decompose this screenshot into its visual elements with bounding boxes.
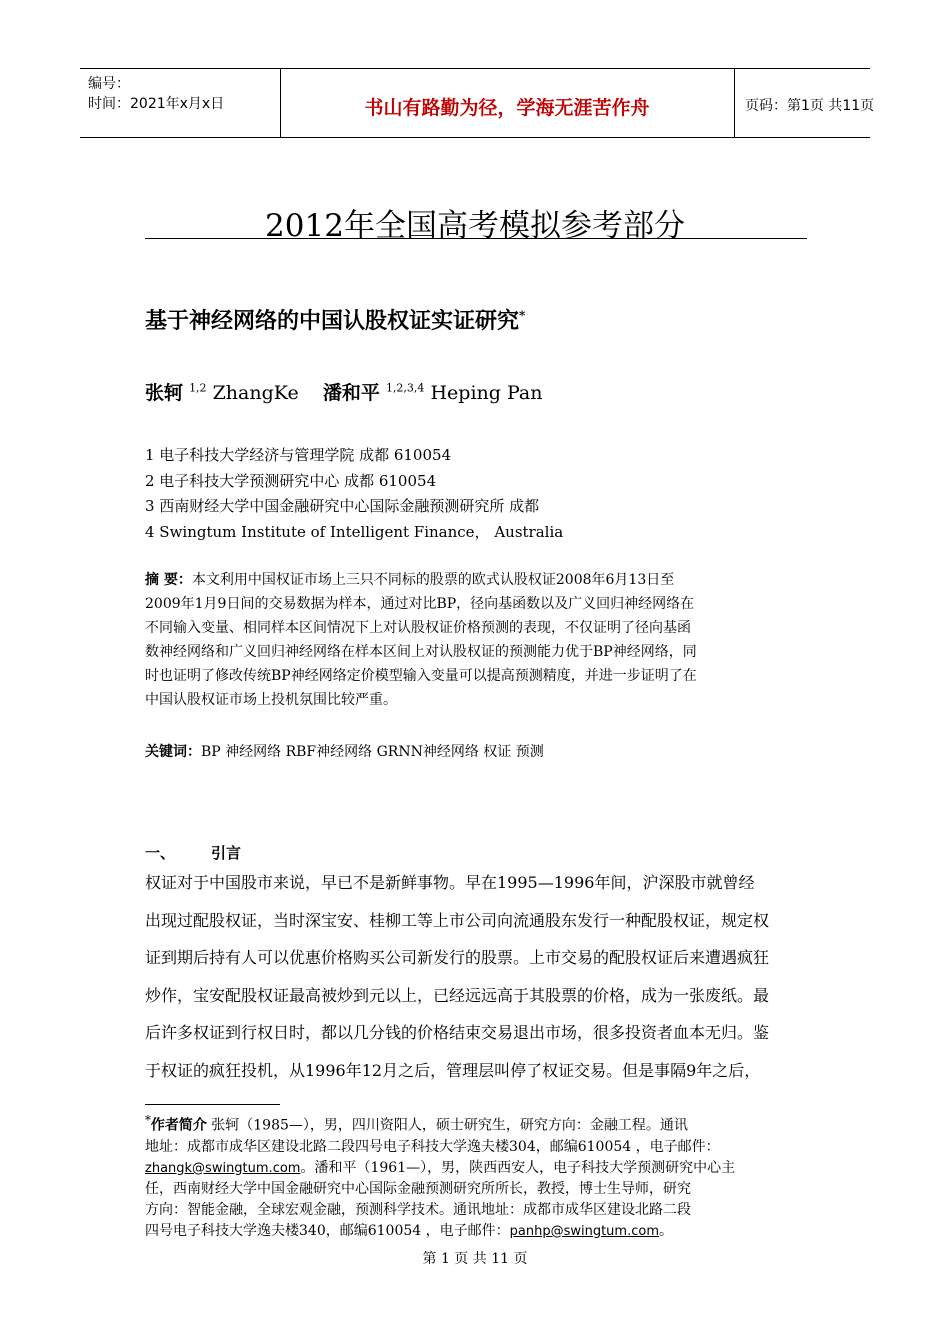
main-title: 2012年全国高考模拟参考部分 [265, 208, 685, 244]
footnote-line [145, 1110, 815, 1137]
keywords-label: 关键词： [145, 744, 201, 760]
abstract-line: 时也证明了修改传统BP神经网络定价模型输入变量可以提高预测精度，并进一步证明了在 [145, 668, 697, 684]
header-motto-cell [280, 69, 735, 137]
abstract-line: 2009年1月9日间的交易数据为样本，通过对比BP，径向基函数以及广义回归神经网络在 [145, 596, 695, 612]
footnote-text: 。 [658, 1222, 673, 1239]
body-line: 后许多权证到行权日时，都以几分钱的价格结束交易退出市场，很多投资者血本无归。鉴 [145, 1023, 770, 1043]
footnote-divider [145, 1104, 280, 1105]
body-line: 权证对于中国股市来说，早已不是新鲜事物。早在1995—1996年间，沪深股市就曾经 [145, 873, 755, 892]
page-label: 页码：第1页 共11页 [745, 98, 875, 114]
abstract-line: 中国认股权证市场上投机氛围比较严重。 [145, 692, 397, 708]
document-header [80, 68, 875, 138]
footnote [145, 1110, 815, 1242]
footnote-text: 张轲（1985—），男，四川资阳人，硕士研究生，研究方向：金融工程。通讯 [206, 1117, 688, 1134]
paper-title [145, 304, 525, 335]
abstract-label: 摘 要： [145, 572, 192, 588]
affiliation-item: 2 电子科技大学预测研究中心 成都 610054 [145, 471, 437, 490]
abstract-line: 数神经网络和广义回归神经网络在样本区间上对认股权证的预测能力优于BP神经网络，同 [145, 644, 697, 660]
abstract-line [145, 568, 807, 592]
keywords [145, 741, 544, 761]
email-link-zhangk[interactable]: zhangk@swingtum.com [145, 1160, 301, 1176]
header-meta-cell [80, 69, 281, 137]
section-title: 引言 [211, 844, 242, 862]
footnote-line: 地址：成都市成华区建设北路二段四号电子科技大学逸夫楼304，邮编610054 ，电子邮件： [145, 1138, 720, 1155]
paper-title-footnote-mark: * [519, 308, 526, 323]
author1-affil-mark: 1,2 [189, 381, 207, 395]
section-heading [145, 842, 241, 863]
section-body [145, 864, 807, 1090]
footnote-line [145, 1158, 815, 1179]
footnote-line: 方向：智能金融，全球宏观金融，预测科学技术。通讯地址：成都市成华区建设北路二段 [145, 1201, 691, 1218]
footnote-mark: * [145, 1113, 151, 1127]
footnote-text: 四号电子科技大学逸夫楼340，邮编610054 ，电子邮件： [145, 1222, 510, 1239]
affiliation-item: 1 电子科技大学经济与管理学院 成都 610054 [145, 446, 452, 464]
footnote-line [145, 1221, 815, 1242]
footnote-text: 。潘和平（1961—），男，陕西西安人，电子科技大学预测研究中心主 [300, 1159, 736, 1176]
title-divider [145, 238, 807, 239]
abstract-text: 本文利用中国权证市场上三只不同标的股票的欧式认股权证2008年6月13日至 [191, 572, 675, 588]
paper-title-text: 基于神经网络的中国认股权证实证研究 [145, 308, 520, 334]
author2-name: 潘和平 [322, 382, 380, 404]
author-line [145, 378, 542, 405]
body-line: 于权证的疯狂投机，从1996年12月之后，管理层叫停了权证交易。但是事隔9年之后， [145, 1060, 761, 1080]
body-line: 炒作，宝安配股权证最高被炒到元以上，已经远远高于其股票的价格，成为一张废纸。最 [145, 985, 770, 1005]
number-label: 编号： [88, 76, 130, 92]
motto-text: 书山有路勤为径，学海无涯苦作舟 [364, 97, 650, 119]
affiliations [145, 443, 563, 545]
author1-english: ZhangKe [212, 382, 299, 404]
footnote-label: 作者简介 [150, 1117, 207, 1134]
time-label: 时间：2021年x月x日 [88, 96, 225, 112]
body-line: 出现过配股权证，当时深宝安、桂柳工等上市公司向流通股东发行一种配股权证，规定权 [145, 910, 770, 930]
footnote-line: 任，西南财经大学中国金融研究中心国际金融预测研究所所长，教授，博士生导师，研究 [145, 1180, 691, 1197]
page-footer: 第 1 页 共 11 页 [422, 1251, 528, 1267]
affiliation-item: 4 Swingtum Institute of Intelligent Finance， Australia [145, 522, 564, 541]
header-page-cell [735, 69, 875, 137]
section-number: 一、 [145, 844, 176, 862]
body-line: 证到期后持有人可以优惠价格购买公司新发行的股票。上市交易的配股权证后来遭遇疯狂 [145, 948, 770, 968]
abstract [145, 568, 807, 712]
abstract-line: 不同输入变量、相同样本区间情况下上对认股权证价格预测的表现，不仅证明了径向基函 [145, 620, 691, 636]
author1-name: 张轲 [145, 382, 184, 404]
affiliation-item: 3 西南财经大学中国金融研究中心国际金融预测研究所 成都 [145, 497, 540, 515]
email-link-panhp[interactable]: panhp@swingtum.com [509, 1223, 659, 1239]
author2-english: Heping Pan [430, 382, 543, 404]
author2-affil-mark: 1,2,3,4 [385, 381, 425, 395]
keywords-text: BP 神经网络 RBF神经网络 GRNN神经网络 权证 预测 [201, 744, 544, 760]
